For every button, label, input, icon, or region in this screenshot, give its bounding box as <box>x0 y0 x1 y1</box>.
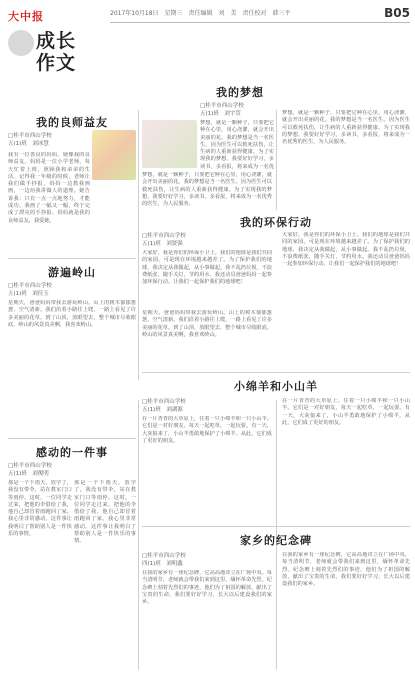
article-body-cont: 梦想，就是一颗种子，只要把它种在心里，用心浇灌，就会开出美丽的花。我的梦想是当一名医生。因为医生可以救死扶伤，让生病的人重新获得健康。为了实现我的梦想，我要好好学习，多读书，多看报，将来成为一名优 <box>200 120 274 170</box>
article-body-cont: 那是一个下雨天，放学了，我没有带伞，站在教室门口等雨停。这时，一位同学走过来，把他的伞借给了我，他自己却冒着雨跑回了家。我心里非常感动。这件事让我明白了帮助别人是一件快乐的事情。 <box>74 480 136 545</box>
column-divider <box>138 110 139 380</box>
byline-school: □桂平市西山学校 <box>142 399 186 405</box>
article-body: 大家好，我是你们的环保小卫士。我们的地球是我们共同的家园，可是现在环境越来越差了。为了保护我们的地球，我决定从我做起，从小事做起。我不乱扔垃圾，不浪费纸张，随手关灯，节约用水。我还动员爸爸妈妈一起参加环保行动。让我们一起保护我们的地球吧！ <box>142 250 272 286</box>
article-body-cont: 星期天，爸爸妈妈带我去游玩岭山。山上的树木郁郁葱葱，空气清新。我们沿着小路往上爬，一路上看见了许多美丽的花草。到了山顶，放眼望去，整个城市尽收眼底。岭山的风景真美啊，我喜欢岭山。 <box>142 310 272 338</box>
article-body-cont: 大家好，我是你们的环保小卫士。我们的地球是我们共同的家园，可是现在环境越来越差了。为了保护我们的地球，我决定从我做起，从小事做起。我不乱扔垃圾，不浪费纸张，随手关灯，节约用水。我还动员爸爸妈妈一起参加环保行动。让我们一起保护我们的地球吧！ <box>282 232 410 268</box>
header-text: 2017年10月18日 星期三 责任编辑 刘 美 责任校对 韩三平 <box>110 10 291 17</box>
byline-school: □桂平市西山学校 <box>142 553 186 559</box>
article-byline <box>200 102 276 118</box>
article-title: 我的良师益友 <box>36 116 108 129</box>
byline-school: □桂平市西山学校 <box>8 463 52 469</box>
byline-author: 五(1)班 刘宇萱 <box>200 111 241 117</box>
article-title: 感动的一件事 <box>36 446 108 459</box>
section-divider <box>8 258 136 259</box>
article-illustration <box>142 120 197 168</box>
article-body: 在我的家乡有一座纪念碑，它高高地耸立在广场中央。每当清明节，老师就会带我们来到这里，缅怀革命先烈。纪念碑上刻着先烈们的事迹，他们为了祖国的解放，献出了宝贵的生命。我们要好好学习，长大以后建设我们的家乡。 <box>142 570 272 606</box>
byline-school: □桂平市西山学校 <box>142 233 186 239</box>
byline-school: □桂平市西山学校 <box>8 133 52 139</box>
byline-author: 五(1)班 刘湖源 <box>142 407 183 413</box>
column-divider <box>276 110 277 210</box>
article-title: 我的环保行动 <box>240 216 312 229</box>
article-byline <box>142 552 222 568</box>
article-body: 那是一个下雨天，放学了，我没有带伞，站在教室门口等雨停。这时，一位同学走过来，把他的伞借给了我，他自己却冒着雨跑回了家。我心里非常感动。这件事让我明白了帮助别人是一件快乐的事情。 <box>8 480 72 538</box>
article-body-cont: 在我的家乡有一座纪念碑，它高高地耸立在广场中央。每当清明节，老师就会带我们来到这里，缅怀革命先烈。纪念碑上刻着先烈们的事迹，他们为了祖国的解放，献出了宝贵的生命。我们要好好学习，长大以后建设我们的家乡。 <box>282 552 410 588</box>
article-body-cont: 在一片青青的大草原上，住着一只小绵羊和一只小山羊。它们是一对好朋友，每天一起吃草，一起玩耍。有一天，大灰狼来了，小山羊勇敢地保护了小绵羊。从此，它们成了更好的朋友。 <box>282 398 410 426</box>
byline-school: □桂平市西山学校 <box>8 283 52 289</box>
byline-author: 四(1)班 刘明鑫 <box>142 561 183 567</box>
article-byline <box>142 232 222 248</box>
article-title: 家乡的纪念碑 <box>240 534 312 547</box>
column-divider <box>138 400 139 670</box>
logo-emblem <box>8 30 34 56</box>
article-title: 小绵羊和小山羊 <box>234 380 318 393</box>
article-body: 梦想，就是一颗种子，只要把它种在心里，用心浇灌，就会开出美丽的花。我的梦想是当一名医生。因为医生可以救死扶伤，让生病的人重新获得健康。为了实现我的梦想，我要好好学习，多读书，多看报，将来成为一名优秀的医生，为人民服务。 <box>142 172 272 208</box>
byline-school: □桂平市西山学校 <box>200 103 244 109</box>
byline-author: 五(1)班 刘俊明 <box>8 471 49 477</box>
article-byline <box>8 282 88 298</box>
section-divider <box>142 526 410 527</box>
section-divider <box>142 372 410 373</box>
section-title: 成长作文 <box>36 30 77 74</box>
article-byline <box>8 462 88 478</box>
byline-author: 五(1)班 刘冰慧 <box>8 141 49 147</box>
article-title: 游遍岭山 <box>48 266 96 279</box>
section-divider <box>8 438 136 439</box>
article-byline <box>142 398 222 414</box>
article-title: 我的梦想 <box>216 86 264 99</box>
article-body: 在一片青青的大草原上，住着一只小绵羊和一只小山羊。它们是一对好朋友，每天一起吃草，一起玩耍。有一天，大灰狼来了，小山羊勇敢地保护了小绵羊。从此，它们成了更好的朋友。 <box>142 416 272 444</box>
article-byline <box>8 132 88 148</box>
newspaper-logo: 大中报 <box>8 10 44 23</box>
byline-author: 五(1)班 刘佳玉 <box>8 291 49 297</box>
article-body: 星期天，爸爸妈妈带我去游玩岭山。山上的树木郁郁葱葱，空气清新。我们沿着小路往上爬，一路上看见了许多美丽的花草。到了山顶，放眼望去，整个城市尽收眼底。岭山的风景真美啊，我喜欢岭山。 <box>8 300 136 328</box>
article-body: 我有一位善良的妈妈，她像我的良师益友。妈妈是一位小学老师，每天忙着上班，照顾我和弟弟的生活。记得我一年级的时候，老师让我们做手抄报，妈妈一边教我画画，一边给我讲做人的道理。她告诉我：只有一点一点地努力，才能成功。我画了一幅又一幅，终于完成了漂亮的手抄报。妈妈就是我的良师益友，我爱她。 <box>8 152 90 224</box>
article-body-cont: 梦想，就是一颗种子，只要把它种在心里，用心浇灌，就会开出美丽的花。我的梦想是当一名医生。因为医生可以救死扶伤，让生病的人重新获得健康。为了实现我的梦想，我要好好学习，多读书，多看报，将来成为一名优秀的医生，为人民服务。 <box>282 110 410 146</box>
header-bar <box>110 8 410 23</box>
article-illustration <box>92 130 136 180</box>
page-number: B05 <box>384 6 410 20</box>
byline-author: 五(1)班 刘贤强 <box>142 241 183 247</box>
